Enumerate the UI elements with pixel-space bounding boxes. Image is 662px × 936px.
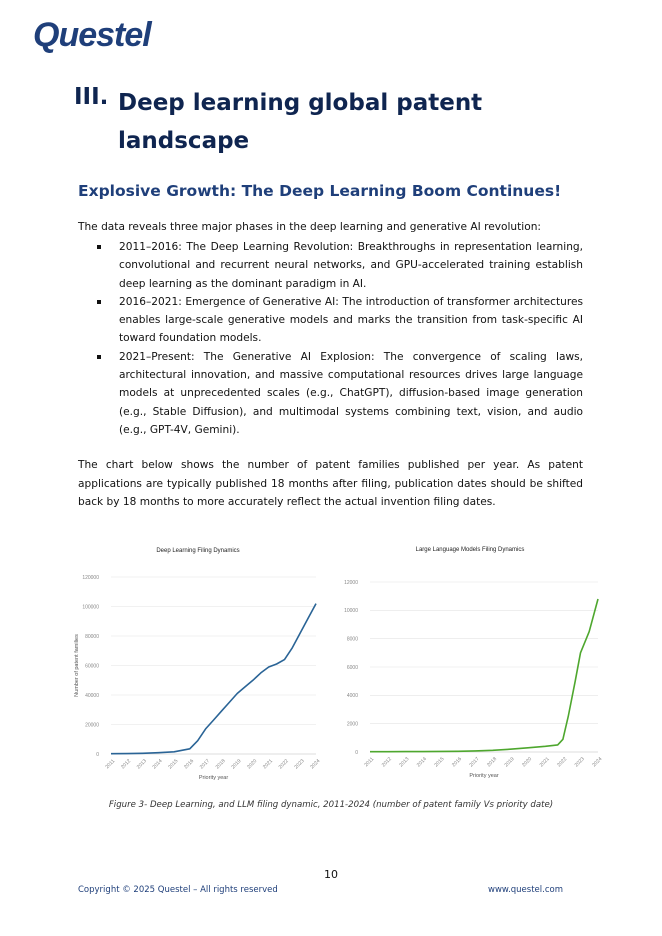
x-tick-label: 2015: [167, 758, 180, 771]
chart-title: Large Language Models Filing Dynamics: [415, 547, 525, 553]
intro-text: The data reveals three major phases in the deep learning and generative AI revolution:: [78, 221, 541, 233]
x-tick-label: 2017: [468, 756, 481, 769]
x-tick-label: 2019: [503, 756, 516, 769]
copyright: Copyright © 2025 Questel – All rights reserved: [78, 885, 278, 895]
llm-chart: [335, 540, 605, 785]
x-tick-label: 2021: [538, 756, 551, 769]
series-line: [370, 599, 598, 752]
bullet-icon: [97, 245, 101, 249]
x-tick-label: 2014: [415, 756, 428, 769]
y-tick-label: 0: [355, 749, 358, 756]
x-axis-label: Priority year: [198, 775, 229, 781]
list-item-text: 2011–2016: The Deep Learning Revolution: Breakthroughs in representation learning, convolutional and recurrent neural networks, and GPU-accelerated training establish deep learning as the dominant paradigm in AI.: [119, 241, 583, 290]
x-tick-label: 2018: [486, 756, 499, 769]
list-item: [78, 238, 583, 293]
x-tick-label: 2019: [230, 758, 243, 771]
figure-caption: Figure 3- Deep Learning, and LLM filing dynamic, 2011-2024 (number of patent family Vs priority date): [108, 800, 554, 810]
chart-explanation: The chart below shows the number of patent families published per year. As patent applications are typically published 18 months after filing, publication dates should be shifted back by 18 months to more accurately reflect the actual invention filing dates.: [78, 459, 583, 508]
y-axis-label: Number of patent families: [74, 634, 80, 697]
x-tick-label: 2021: [261, 758, 275, 771]
chart-title: Deep Learning Filing Dynamics: [156, 548, 240, 554]
x-tick-label: 2020: [521, 756, 534, 769]
phase-list: [78, 238, 583, 439]
y-tick-label: 6000: [346, 664, 358, 671]
y-tick-label: 60000: [85, 663, 99, 670]
section-title: Deep learning global patent landscape: [118, 90, 483, 154]
x-tick-label: 2013: [135, 758, 148, 771]
x-tick-label: 2012: [380, 756, 393, 769]
x-tick-label: 2011: [363, 756, 376, 769]
bullet-icon: [97, 355, 101, 359]
y-tick-label: 0: [96, 751, 99, 758]
x-tick-label: 2022: [556, 756, 569, 769]
series-line: [111, 604, 316, 754]
x-tick-label: 2012: [120, 758, 133, 771]
y-tick-label: 4000: [346, 693, 358, 700]
deep-learning-chart: [70, 540, 325, 785]
list-item-text: 2021–Present: The Generative AI Explosion: The convergence of scaling laws, architectural innovation, and massive computational resources drives large language models at unprecedented scales (e.g., ChatGPT), diffusion-based image generation (e.g., Stable Diffusion), and multimodal systems combining text, vision, and audio (e.g., GPT-4V, Gemini).: [119, 350, 583, 436]
subsection-title: Explosive Growth: The Deep Learning Boom Continues!: [78, 182, 562, 200]
x-tick-label: 2022: [277, 758, 290, 771]
x-tick-label: 2023: [293, 758, 306, 771]
x-tick-label: 2013: [398, 756, 411, 769]
bullet-icon: [97, 300, 101, 304]
y-tick-label: 2000: [346, 721, 358, 728]
list-item: [78, 293, 583, 348]
x-tick-label: 2016: [183, 758, 196, 771]
website-link[interactable]: www.questel.com: [488, 885, 563, 895]
y-tick-label: 80000: [85, 633, 99, 640]
y-tick-label: 12000: [344, 579, 358, 586]
y-tick-label: 100000: [82, 604, 99, 611]
y-tick-label: 40000: [85, 692, 99, 699]
y-tick-label: 10000: [344, 608, 358, 615]
x-tick-label: 2016: [450, 756, 464, 769]
y-tick-label: 120000: [82, 574, 99, 581]
x-tick-label: 2020: [246, 758, 259, 771]
y-tick-label: 8000: [346, 636, 358, 643]
x-tick-label: 2015: [433, 756, 446, 769]
x-tick-label: 2011: [104, 758, 117, 771]
list-item-text: 2016–2021: Emergence of Generative AI: The introduction of transformer architectures enables large-scale generative models and marks the transition from task-specific AI toward foundation models.: [119, 295, 583, 345]
x-tick-label: 2017: [198, 758, 211, 771]
x-tick-label: 2014: [151, 758, 164, 771]
x-tick-label: 2024: [591, 756, 604, 769]
list-item: [78, 348, 583, 439]
x-tick-label: 2024: [309, 758, 322, 771]
x-axis-label: Priority year: [469, 773, 499, 779]
section-number: III.: [74, 84, 109, 110]
y-tick-label: 20000: [85, 722, 99, 729]
x-tick-label: 2018: [214, 758, 227, 771]
page-number: 10: [324, 868, 338, 881]
x-tick-label: 2023: [573, 756, 586, 769]
questel-logo: Questel: [33, 16, 151, 54]
